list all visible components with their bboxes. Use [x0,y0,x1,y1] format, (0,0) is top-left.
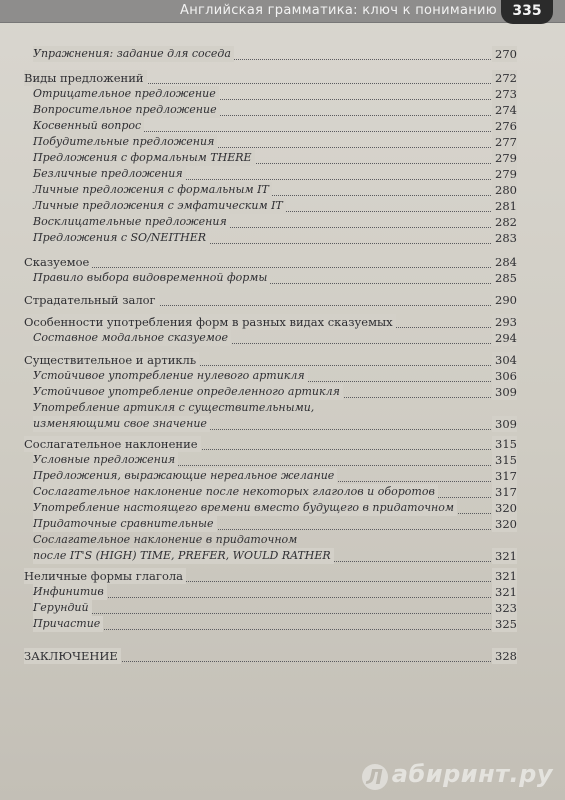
toc-page-number: 317 [492,468,517,484]
toc-page-number: 320 [492,516,517,532]
toc-entry-title: Употребление артикля с существительными, [33,401,315,414]
toc-page-number: 309 [492,416,517,432]
toc-page-number: 321 [492,548,517,564]
watermark [362,760,553,790]
toc-entry [33,134,517,150]
toc-entry-title: Существительное и артикль [24,352,199,368]
toc-page-number: 277 [492,134,517,150]
toc-page-number: 320 [492,500,517,516]
toc-page-number: 279 [492,150,517,166]
toc-page-number: 323 [492,600,517,616]
toc-entry-title: Правило выбора видовременной формы [33,270,270,286]
toc-page-number: 325 [492,616,517,632]
labirint-logo-icon: Л [362,764,388,790]
toc-entry [33,46,517,62]
toc-entry-title: Составное модальное сказуемое [33,330,231,346]
toc-entry-title: Личные предложения с эмфатическим IT [33,198,286,214]
toc-page-number: 273 [492,86,517,102]
toc-entry-title: Виды предложений [24,70,147,86]
toc-entry [33,86,517,102]
toc-page-number: 306 [492,368,517,384]
toc-entry [33,516,517,532]
toc-section [24,436,517,452]
toc-page-number: 281 [492,198,517,214]
toc-page-number: 270 [492,46,517,62]
toc-page-number: 276 [492,118,517,134]
toc-entry [33,118,517,134]
toc-page-number: 280 [492,182,517,198]
toc-entry-title: Сослагательное наклонение в придаточном [33,533,298,546]
toc-page-number: 272 [492,70,517,86]
toc-page-number: 321 [492,584,517,600]
toc-section [24,648,517,664]
page-number-tab: 335 [501,0,553,24]
toc-entry-title: Неличные формы глагола [24,568,186,584]
toc-section [24,70,517,86]
toc-page-number: 328 [492,648,517,664]
toc-page-number: 321 [492,568,517,584]
toc-entry [33,452,517,468]
toc-entry-title-continuation: после IT'S (HIGH) TIME, PREFER, WOULD RATHER [33,548,334,564]
toc-page-number: 317 [492,484,517,500]
toc-entry [33,368,517,384]
toc-entry [33,102,517,118]
toc-entry-title: Отрицательное предложение [33,86,219,102]
toc-entry-title: Безличные предложения [33,166,186,182]
toc-page-number: 294 [492,330,517,346]
toc-section [24,568,517,584]
toc-entry [33,166,517,182]
toc-entry-first-line [33,400,517,416]
toc-entry [33,230,517,246]
toc-page-number: 290 [492,292,517,308]
toc-entry [33,484,517,500]
toc-entry [33,182,517,198]
toc-entry [33,416,517,432]
toc-entry [33,330,517,346]
toc-section [24,292,517,308]
toc-entry [33,548,517,564]
toc-entry [33,270,517,286]
toc-entry [33,150,517,166]
toc-entry-title: Сослагательное наклонение [24,436,201,452]
toc-page-number: 274 [492,102,517,118]
toc-entry-title: Сослагательное наклонение после некоторых глаголов и оборотов [33,484,438,500]
toc-page-number: 309 [492,384,517,400]
toc-entry-title: Особенности употребления форм в разных видах сказуемых [24,314,396,330]
toc-entry-title: Предложения с SO/NEITHER [33,230,209,246]
toc-page-number: 284 [492,254,517,270]
toc-entry-title: Предложения с формальным THERE [33,150,255,166]
toc-page-number: 285 [492,270,517,286]
toc-entry-first-line [33,532,517,548]
toc-entry-title: Причастие [33,616,103,632]
toc-entry-title-continuation: изменяющими свое значение [33,416,210,432]
toc-entry [33,584,517,600]
toc-entry-title: Упражнения: задание для соседа [33,46,234,62]
dot-leader [24,267,517,268]
toc-entry-title: Побудительные предложения [33,134,217,150]
toc-entry-title: Сказуемое [24,254,92,270]
toc-page-number: 315 [492,452,517,468]
toc-entry-title: Восклицательные предложения [33,214,230,230]
toc-page-number: 315 [492,436,517,452]
toc-entry [33,198,517,214]
toc-entry [33,616,517,632]
toc-entry [33,500,517,516]
toc-page-number: 293 [492,314,517,330]
toc-entry-title: Инфинитив [33,584,107,600]
toc-section [24,254,517,270]
toc-entry-title: ЗАКЛЮЧЕНИЕ [24,648,121,664]
watermark-text: абиринт.ру [391,760,553,788]
toc-entry [33,600,517,616]
toc-entry-title: Вопросительное предложение [33,102,220,118]
toc-entry-title: Устойчивое употребление нулевого артикля [33,368,308,384]
toc-entry [33,384,517,400]
toc-entry [33,468,517,484]
toc-entry-title: Страдательный залог [24,292,159,308]
toc-entry [33,214,517,230]
toc-entry-title: Герундий [33,600,92,616]
toc-page-number: 304 [492,352,517,368]
toc-entry-title: Личные предложения с формальным IT [33,182,272,198]
toc-section [24,352,517,368]
dot-leader [33,613,517,614]
toc-section [24,314,517,330]
toc-page-number: 279 [492,166,517,182]
toc-page-number: 282 [492,214,517,230]
toc-entry-title: Устойчивое употребление определенного артикля [33,384,343,400]
dot-leader [33,629,517,630]
toc-page-number: 283 [492,230,517,246]
toc-entry-title: Предложения, выражающие нереальное желание [33,468,337,484]
toc-entry-title: Придаточные сравнительные [33,516,217,532]
toc-entry-title: Косвенный вопрос [33,118,144,134]
toc-entry-title: Употребление настоящего времени вместо будущего в придаточном [33,500,457,516]
toc-entry-title: Условные предложения [33,452,178,468]
book-title: Английская грамматика: ключ к пониманию [180,3,497,18]
